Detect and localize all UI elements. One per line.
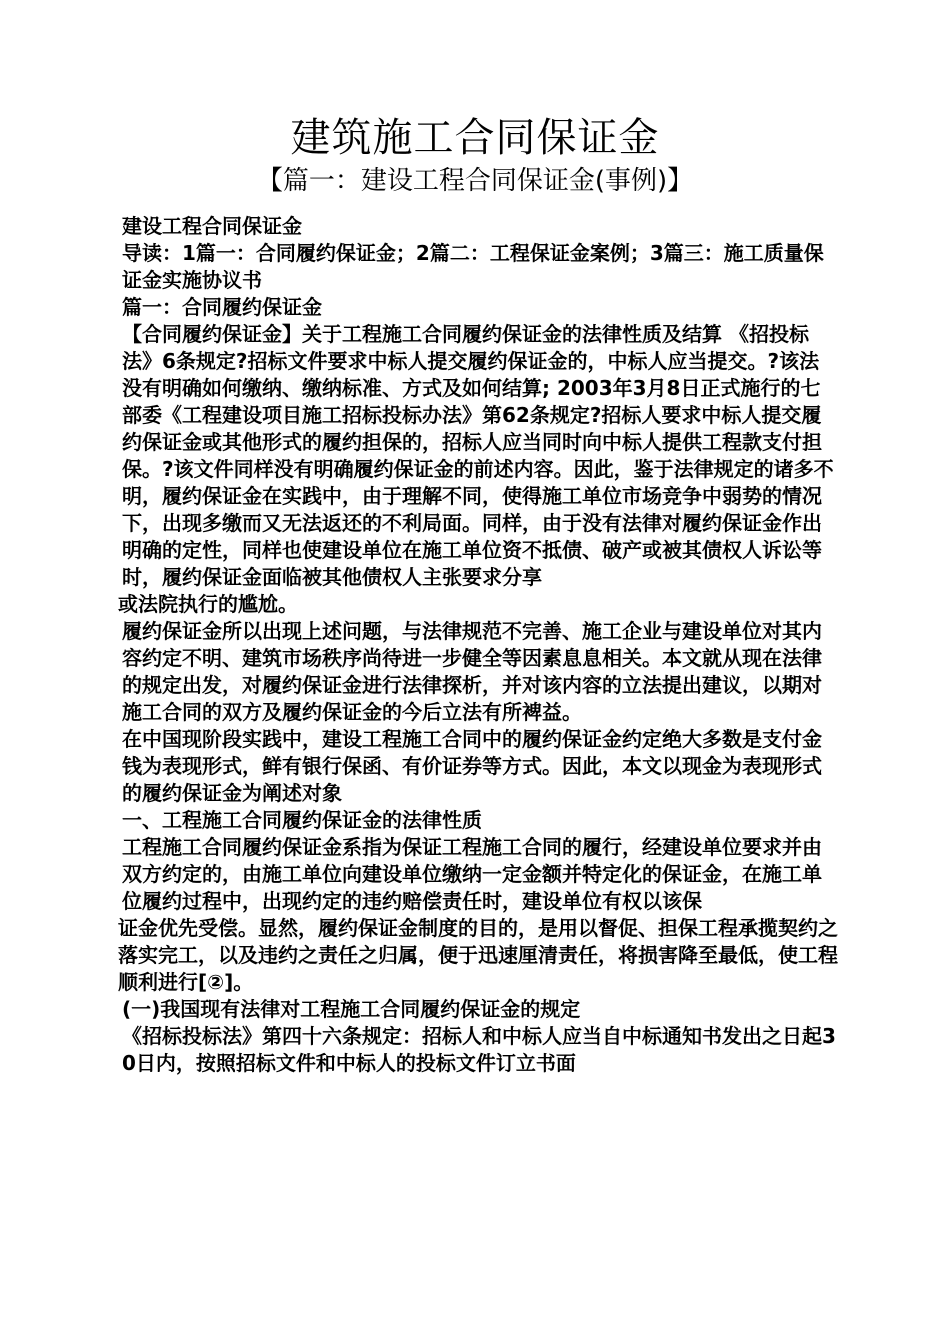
- document-title: 建筑施工合同保证金: [290, 115, 660, 161]
- document-subtitle: 【篇一：建设工程合同保证金(事例)】: [256, 166, 694, 196]
- body-paragraph: 工程施工合同履约保证金系指为保证工程施工合同的履行，经建设单位要求并由双方约定的，由施工单位向建设单位缴纳一定金额并特定化的保证金，在施工单位履约过程中，出现约定的违约赔偿责任时，建设单位有权以该保: [122, 835, 822, 913]
- guide-paragraph: 导读：1篇一：合同履约保证金；2篇二：工程保证金案例；3篇三：施工质量保证金实施协议书: [122, 241, 824, 292]
- document-body: [118, 213, 838, 1077]
- section-heading: 建设工程合同保证金: [122, 214, 302, 238]
- body-paragraph: 《招标投标法》第四十六条规定：招标人和中标人应当自中标通知书发出之日起30日内，按照招标文件和中标人的投标文件订立书面: [122, 1024, 836, 1075]
- section-heading: 一、工程施工合同履约保证金的法律性质: [122, 808, 482, 832]
- body-paragraph: 【合同履约保证金】关于工程施工合同履约保证金的法律性质及结算 《招投标法》6条规定?招标文件要求中标人提交履约保证金的，中标人应当提交。?该法没有明确如何缴纳、缴纳标准、方式及如何结算; 2003年3月8日正式施行的七部委《工程建设项目施工招标投标办法》第62条规定?招标人要求中标人提交履约保证金或其他形式的履约担保的，招标人应当同时向中标人提供工程款支付担保。?该文件同样没有明确履约保证金的前述内容。因此，鉴于法律规定的诸多不明，履约保证金在实践中，由于理解不同，使得施工单位市场竞争中弱势的情况下，出现多缴而又无法返还的不利局面。同样，由于没有法律对履约保证金作出明确的定性，同样也使建设单位在施工单位资不抵债、破产或被其债权人诉讼等时，履约保证金面临被其他债权人主张要求分享: [122, 322, 834, 589]
- body-paragraph: 或法院执行的尴尬。: [118, 592, 298, 616]
- section-heading: 篇一：合同履约保证金: [122, 295, 322, 319]
- section-heading: (一)我国现有法律对工程施工合同履约保证金的规定: [122, 997, 581, 1021]
- body-paragraph: 证金优先受偿。显然，履约保证金制度的目的，是用以督促、担保工程承揽契约之落实完工，以及违约之责任之归属，便于迅速厘清责任，将损害降至最低，使工程顺利进行[②]。: [118, 916, 838, 994]
- body-paragraph: 在中国现阶段实践中，建设工程施工合同中的履约保证金约定绝大多数是支付金钱为表现形式，鲜有银行保函、有价证券等方式。因此，本文以现金为表现形式的履约保证金为阐述对象: [122, 727, 822, 805]
- body-paragraph: 履约保证金所以出现上述问题，与法律规范不完善、施工企业与建设单位对其内容约定不明、建筑市场秩序尚待进一步健全等因素息息相关。本文就从现在法律的规定出发，对履约保证金进行法律探析，并对该内容的立法提出建议，以期对施工合同的双方及履约保证金的今后立法有所裨益。: [122, 619, 822, 724]
